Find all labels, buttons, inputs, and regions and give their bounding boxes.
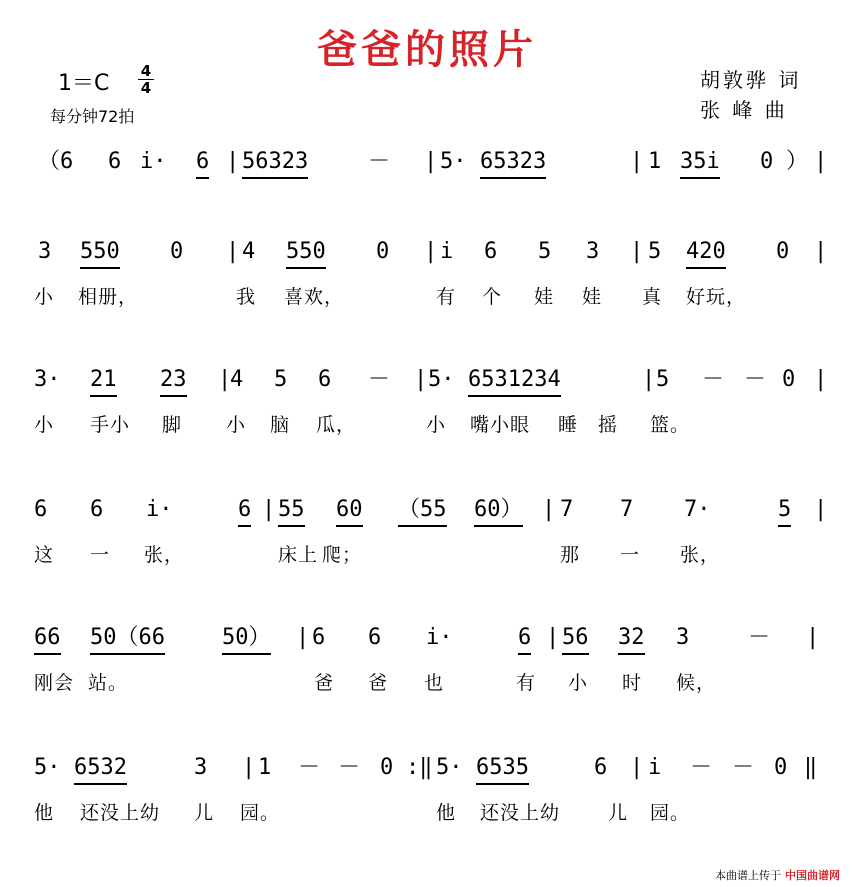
lyric-row-2 xyxy=(30,284,830,312)
note-group: 50） xyxy=(222,624,271,655)
lyric-row-5 xyxy=(30,670,830,698)
lyric: 娃 xyxy=(534,286,555,308)
note: 5· xyxy=(440,149,467,174)
note-group: 35i xyxy=(680,148,720,179)
lyric: 站。 xyxy=(88,672,129,694)
lyric-row-4 xyxy=(30,542,830,570)
note: 1 xyxy=(258,755,272,780)
note: 5· xyxy=(34,755,61,780)
lyric: 儿 xyxy=(608,802,629,824)
key-signature: 1＝C xyxy=(58,71,110,96)
note: 7 xyxy=(560,497,574,522)
dash: － xyxy=(298,755,321,780)
note: 6 xyxy=(196,148,209,179)
note-group: 6531234 xyxy=(468,366,561,397)
meter-bottom: 4 xyxy=(140,79,152,97)
lyric: 小 xyxy=(34,286,55,308)
notation-row-3 xyxy=(30,366,830,400)
lyric: 刚会 xyxy=(34,672,75,694)
note: 6 xyxy=(594,755,608,780)
lyric: 小 xyxy=(426,414,447,436)
notation-row-5 xyxy=(30,624,830,658)
note: 6 xyxy=(518,624,531,655)
lyric: 园。 xyxy=(650,802,691,824)
note-group: 23 xyxy=(160,366,187,397)
lyric: 儿 xyxy=(194,802,215,824)
upload-credit xyxy=(715,867,840,883)
lyric: 摇 xyxy=(598,414,619,436)
note-group: 60 xyxy=(336,496,363,527)
note-group: （55 xyxy=(398,496,447,527)
final-barline: ‖ xyxy=(804,755,818,780)
note: 6 xyxy=(108,149,122,174)
note: 0 xyxy=(380,755,394,780)
site-logo: 中国曲谱网 xyxy=(785,869,840,882)
barline: | xyxy=(424,239,438,264)
lyric: 喜欢， xyxy=(284,286,345,308)
note: 0 xyxy=(782,367,796,392)
lyric: 园。 xyxy=(240,802,281,824)
lyric: 真 xyxy=(642,286,663,308)
note: 6 xyxy=(484,239,498,264)
note: 6 xyxy=(238,496,251,527)
lyric: 瓜， xyxy=(316,414,357,436)
note: 5· xyxy=(436,755,463,780)
note: 5· xyxy=(428,367,455,392)
notation-row-1 xyxy=(30,148,830,182)
lyric: 时 xyxy=(622,672,643,694)
lyric: 床上 xyxy=(278,544,319,566)
lyric: 个 xyxy=(482,286,503,308)
note: 7 xyxy=(620,497,634,522)
barline: | xyxy=(630,149,644,174)
note: i· xyxy=(426,625,453,650)
note-group: 66 xyxy=(34,624,61,655)
lyric: 脑 xyxy=(270,414,291,436)
note: i xyxy=(648,755,662,780)
lyric: 爬； xyxy=(322,544,363,566)
note: i· xyxy=(140,149,167,174)
lyric: 娃 xyxy=(582,286,603,308)
note: 0 xyxy=(760,149,774,174)
lyric: 小 xyxy=(34,414,55,436)
note-group: 50（66 xyxy=(90,624,165,655)
barline: | xyxy=(218,367,232,392)
note: 5 xyxy=(656,367,670,392)
barline: | xyxy=(226,239,240,264)
note-group: 32 xyxy=(618,624,645,655)
lyric: 爸 xyxy=(368,672,389,694)
note: 5 xyxy=(778,496,791,527)
dash: － xyxy=(748,625,771,650)
note: 3 xyxy=(676,625,690,650)
lyric: 一 xyxy=(620,544,641,566)
note-group: 6532 xyxy=(74,754,127,785)
note-group: 550 xyxy=(80,238,120,269)
note-group: 65323 xyxy=(480,148,546,179)
note: 1 xyxy=(648,149,662,174)
note: i· xyxy=(146,497,173,522)
lyric: 候， xyxy=(676,672,717,694)
lyric: 好玩， xyxy=(686,286,747,308)
dash: － xyxy=(368,367,391,392)
note: 4 xyxy=(242,239,256,264)
lyricist-credit: 胡敦骅 词 xyxy=(700,68,802,92)
lyric: 有 xyxy=(516,672,537,694)
note-group: 56 xyxy=(562,624,589,655)
lyric: 嘴小眼 xyxy=(470,414,531,436)
note: 6 xyxy=(90,497,104,522)
note-group: 6535 xyxy=(476,754,529,785)
barline: | xyxy=(642,367,656,392)
repeat-end: :‖ xyxy=(406,755,433,780)
lyric: 小 xyxy=(568,672,589,694)
dash: － xyxy=(368,149,391,174)
lyric: 爸 xyxy=(314,672,335,694)
note-group: 550 xyxy=(286,238,326,269)
barline: | xyxy=(630,239,644,264)
lyric: 我 xyxy=(236,286,257,308)
song-title: 爸爸的照片 xyxy=(317,27,537,73)
barline: | xyxy=(226,149,240,174)
time-signature xyxy=(136,64,156,95)
lyric: 小 xyxy=(226,414,247,436)
note: 5 xyxy=(538,239,552,264)
note: （6 xyxy=(38,149,74,174)
composer-credit: 张 峰 曲 xyxy=(700,98,788,122)
meter-top: 4 xyxy=(140,62,152,80)
lyric: 手小 xyxy=(90,414,131,436)
note-group: 21 xyxy=(90,366,117,397)
note: 0 xyxy=(776,239,790,264)
note: ） xyxy=(786,149,809,174)
note-group: 420 xyxy=(686,238,726,269)
lyric: 有 xyxy=(436,286,457,308)
dash: － xyxy=(338,755,361,780)
upload-credit-text: 本曲谱上传于 xyxy=(715,869,781,882)
barline: | xyxy=(814,367,828,392)
note: i xyxy=(440,239,454,264)
note-group: 55 xyxy=(278,496,305,527)
note: 5 xyxy=(274,367,288,392)
barline: | xyxy=(296,625,310,650)
barline: | xyxy=(806,625,820,650)
lyric: 还没上幼 xyxy=(80,802,161,824)
note: 6 xyxy=(318,367,332,392)
barline: | xyxy=(814,149,828,174)
lyric: 这 xyxy=(34,544,55,566)
barline: | xyxy=(630,755,644,780)
note: 6 xyxy=(368,625,382,650)
lyric: 脚 xyxy=(162,414,183,436)
note: 0 xyxy=(774,755,788,780)
note: 3 xyxy=(194,755,208,780)
barline: | xyxy=(262,497,276,522)
notation-row-6 xyxy=(30,754,830,788)
note: 3· xyxy=(34,367,61,392)
lyric: 他 xyxy=(436,802,457,824)
note: 7· xyxy=(684,497,711,522)
lyric: 张， xyxy=(680,544,721,566)
dash: － xyxy=(690,755,713,780)
lyric: 他 xyxy=(34,802,55,824)
lyric: 一 xyxy=(90,544,111,566)
lyric-row-3 xyxy=(30,412,830,440)
lyric: 也 xyxy=(424,672,445,694)
note: 4 xyxy=(230,367,244,392)
barline: | xyxy=(242,755,256,780)
barline: | xyxy=(414,367,428,392)
notation-row-4 xyxy=(30,496,830,530)
lyric: 相册， xyxy=(78,286,139,308)
barline: | xyxy=(424,149,438,174)
lyric: 篮。 xyxy=(650,414,691,436)
note: 0 xyxy=(170,239,184,264)
note: 6 xyxy=(312,625,326,650)
note-group: 56323 xyxy=(242,148,308,179)
lyric: 那 xyxy=(560,544,581,566)
lyric: 还没上幼 xyxy=(480,802,561,824)
note: 0 xyxy=(376,239,390,264)
dash: － xyxy=(744,367,767,392)
note: 3 xyxy=(38,239,52,264)
notation-row-2 xyxy=(30,238,830,272)
dash: － xyxy=(732,755,755,780)
tempo-marking: 每分钟72拍 xyxy=(50,107,135,126)
note: 5 xyxy=(648,239,662,264)
barline: | xyxy=(546,625,560,650)
lyric: 张， xyxy=(144,544,185,566)
barline: | xyxy=(814,497,828,522)
note: 6 xyxy=(34,497,48,522)
lyric: 睡 xyxy=(558,414,579,436)
lyric-row-6 xyxy=(30,800,830,828)
barline: | xyxy=(542,497,556,522)
dash: － xyxy=(702,367,725,392)
barline: | xyxy=(814,239,828,264)
note-group: 60） xyxy=(474,496,523,527)
note: 3 xyxy=(586,239,600,264)
